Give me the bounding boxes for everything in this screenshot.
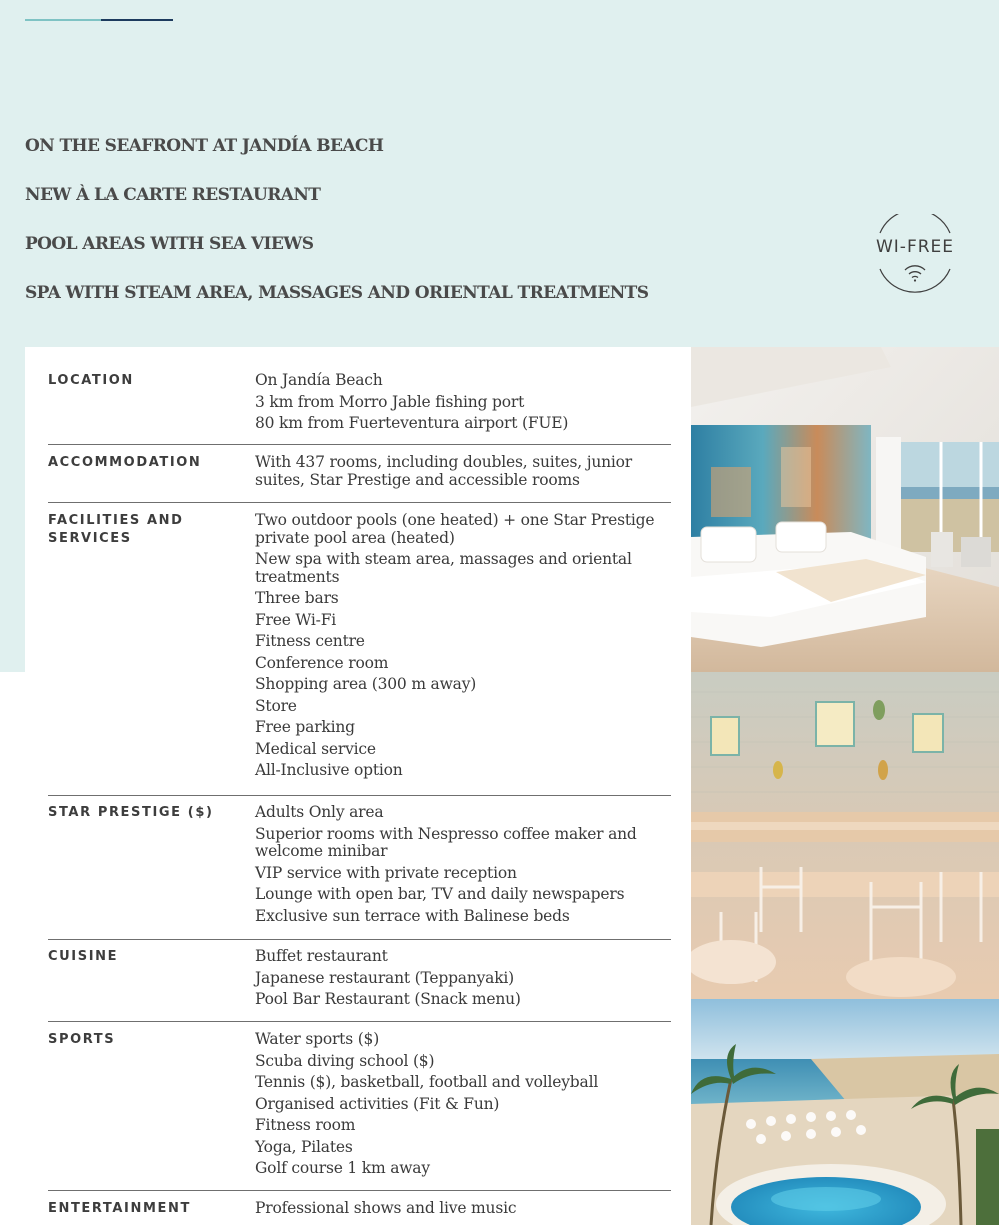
section-label: FACILITIES AND SERVICES	[48, 513, 184, 546]
list-item: VIP service with private reception	[255, 863, 517, 882]
list-item: Fitness room	[255, 1116, 356, 1134]
highlights-list	[25, 132, 725, 328]
restaurant-photo	[691, 672, 999, 999]
wifi-badge	[866, 214, 964, 294]
section-label: ACCOMMODATION	[48, 455, 202, 470]
list-item: Water sports ($)	[255, 1030, 380, 1048]
section-label: LOCATION	[48, 373, 134, 388]
list-item: Store	[255, 696, 297, 715]
section-label: STAR PRESTIGE ($)	[48, 805, 214, 820]
section-items	[255, 1031, 671, 1182]
list-item: Lounge with open bar, TV and daily newspapers	[255, 885, 625, 903]
section-sports	[48, 1031, 671, 1191]
list-item: Superior rooms with Nespresso coffee maker and welcome minibar	[255, 824, 637, 860]
list-item: Organised activities (Fit & Fun)	[255, 1094, 500, 1113]
section-label: SPORTS	[48, 1032, 116, 1047]
list-item: Japanese restaurant (Teppanyaki)	[255, 968, 515, 987]
list-item: With 437 rooms, including doubles, suites, junior suites, Star Prestige and accessible rooms	[255, 453, 632, 489]
list-item: Fitness centre	[255, 632, 365, 650]
list-item: Conference room	[255, 653, 389, 672]
section-items	[255, 372, 671, 437]
list-item: Pool Bar Restaurant (Snack menu)	[255, 990, 521, 1008]
section-accommodation	[48, 454, 671, 503]
list-item: Yoga, Pilates	[255, 1137, 353, 1156]
list-item: 80 km from Fuerteventura airport (FUE)	[255, 414, 569, 432]
list-item: New spa with steam area, massages and oriental treatments	[255, 550, 632, 586]
list-item: Buffet restaurant	[255, 947, 388, 965]
list-item: Scuba diving school ($)	[255, 1051, 435, 1070]
section-label: CUISINE	[48, 949, 119, 964]
section-cuisine	[48, 948, 671, 1022]
highlight-restaurant: NEW À LA CARTE RESTAURANT	[25, 185, 321, 205]
section-facilities	[48, 512, 671, 796]
list-item: All-Inclusive option	[255, 761, 403, 779]
section-items	[255, 1200, 671, 1222]
section-items	[255, 512, 671, 784]
accent-line-dark	[101, 19, 173, 21]
hotel-info-card	[25, 347, 691, 1225]
list-item: Adults Only area	[255, 803, 384, 821]
section-label: ENTERTAINMENT	[48, 1201, 191, 1216]
list-item: On Jandía Beach	[255, 371, 383, 389]
section-items	[255, 948, 671, 1013]
list-item: Exclusive sun terrace with Balinese beds	[255, 906, 570, 925]
list-item: Free Wi-Fi	[255, 610, 337, 629]
list-item: Tennis ($), basketball, football and volleyball	[255, 1073, 599, 1091]
section-items	[255, 454, 671, 493]
section-location	[48, 372, 671, 445]
section-star-prestige	[48, 804, 671, 940]
pool-beach-photo	[691, 999, 999, 1225]
bedroom-photo	[691, 347, 999, 672]
list-item: 3 km from Morro Jable fishing port	[255, 392, 525, 411]
list-item: Free parking	[255, 718, 355, 736]
list-item: Two outdoor pools (one heated) + one Star Prestige private pool area (heated)	[255, 511, 655, 547]
accent-line	[25, 19, 101, 21]
list-item: Three bars	[255, 589, 339, 607]
list-item: Professional shows and live music	[255, 1199, 517, 1217]
highlight-spa: SPA WITH STEAM AREA, MASSAGES AND ORIENTAL TREATMENTS	[25, 283, 649, 303]
section-items	[255, 804, 671, 929]
highlight-seafront: ON THE SEAFRONT AT JANDÍA BEACH	[25, 136, 384, 156]
list-item: Golf course 1 km away	[255, 1159, 430, 1177]
highlight-pools: POOL AREAS WITH SEA VIEWS	[25, 234, 314, 254]
list-item: Medical service	[255, 739, 376, 758]
section-entertainment	[48, 1200, 671, 1225]
list-item: Shopping area (300 m away)	[255, 675, 477, 693]
wifi-badge-label: WI-FREE	[875, 237, 955, 257]
wifi-icon	[903, 264, 927, 282]
